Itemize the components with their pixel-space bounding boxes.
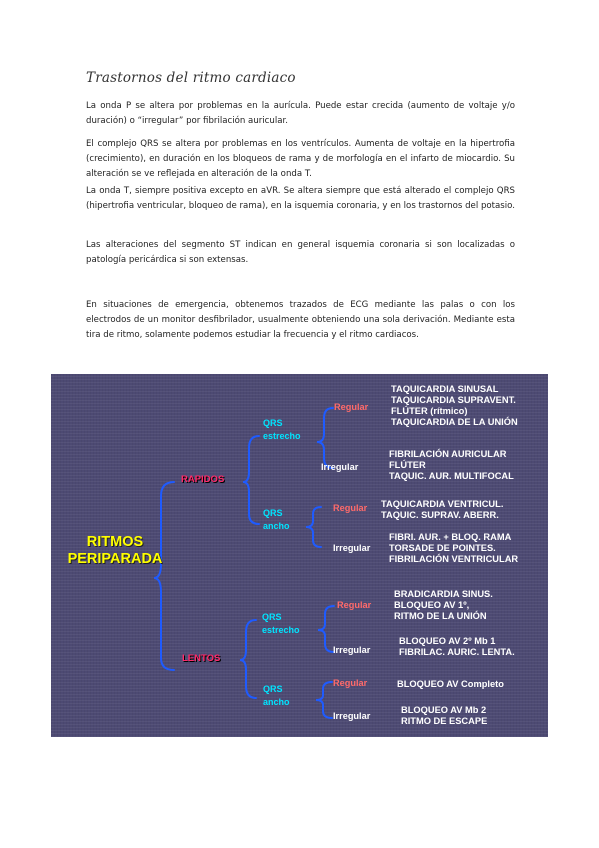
qrs-text: QRS: [263, 508, 283, 518]
brace-root: [154, 482, 174, 670]
qrs-ancho-lentos: [263, 683, 290, 709]
qrs-subtext: ancho: [263, 521, 290, 531]
group-len-est-irr: [399, 636, 515, 658]
paragraph-onda-t: La onda T, siempre positiva excepto en aVR. Se altera siempre que está alterado el complejo QRS (hipertrofia ventricular, bloqueo de rama), en la isquemia coronaria, y en los trastornos del potasio.: [86, 186, 516, 211]
irregular-len-est: Irregular: [333, 645, 371, 655]
brace-len-anc: [316, 682, 332, 718]
brace-rap-anc: [306, 507, 321, 547]
qrs-text: QRS: [263, 418, 283, 428]
paragraph-onda-p: La onda P se altera por problemas en la aurícula. Puede estar crecida (aumento de voltaje y/o duración) o “irregular” por fibrilación auricular.: [86, 101, 515, 126]
qrs-subtext: estrecho: [263, 431, 301, 441]
rhythm-item: TAQUICARDIA SUPRAVENT.: [391, 395, 516, 405]
paragraph-complejo-qrs: El complejo QRS se altera por problemas en los ventrículos. Aumenta de voltaje en la hipertrofia (crecimiento), en duración en los bloqueos de rama y de morfología en el infarto de miocardio. Su alteración se ve reflejada en alteración de la onda T.: [86, 139, 515, 179]
label-rapidos: RAPIDOS: [181, 474, 225, 485]
regular-len-est: Regular: [337, 600, 372, 610]
rhythm-item: FLÚTER: [389, 460, 426, 470]
qrs-ancho-rapidos: [263, 507, 290, 533]
brace-lentos: [240, 620, 256, 698]
rhythm-item: TAQUICARDIA DE LA UNIÓN: [391, 417, 518, 427]
group-len-anc-reg: [397, 679, 504, 690]
rhythm-item: TORSADE DE POINTES.: [389, 543, 496, 553]
brace-rap-est: [317, 408, 333, 468]
rhythm-item: BLOQUEO AV 1º,: [394, 600, 470, 610]
brace-len-est: [318, 606, 334, 652]
rhythm-item: BRADICARDIA SINUS.: [394, 589, 493, 599]
rhythm-item: TAQUICARDIA SINUSAL: [391, 384, 499, 394]
brace-rapidos: [243, 436, 259, 524]
rhythm-item: BLOQUEO AV 2º Mb 1: [399, 636, 496, 646]
root-ritmos-periparada: [67, 534, 163, 568]
group-rap-est-reg: [391, 384, 518, 428]
regular-rap-anc: Regular: [333, 503, 368, 513]
group-rap-anc-irr: [389, 532, 518, 565]
paragraph-segmento-st: Las alteraciones del segmento ST indican en general isquemia coronaria si son localizadas o patología pericárdica si son extensas.: [86, 240, 515, 265]
qrs-text: QRS: [262, 612, 282, 622]
irregular-len-anc: Irregular: [333, 711, 371, 721]
group-len-anc-irr: [401, 705, 487, 727]
rhythm-item: BLOQUEO AV Mb 2: [401, 705, 487, 715]
regular-len-anc: Regular: [333, 678, 368, 688]
rhythm-item: FIBRILACIÓN VENTRICULAR: [389, 554, 519, 564]
rhythm-item: BLOQUEO AV Completo: [397, 679, 504, 689]
group-len-est-reg: [394, 589, 493, 622]
group-rap-anc-reg: [381, 499, 503, 521]
rhythm-item: TAQUICARDIA VENTRICUL.: [381, 499, 504, 509]
irregular-rap-anc: Irregular: [333, 543, 371, 553]
rhythm-item: TAQUIC. AUR. MULTIFOCAL: [389, 471, 514, 481]
qrs-subtext: estrecho: [262, 625, 300, 635]
label-lentos: LENTOS: [182, 653, 221, 664]
root-line-1: RITMOS: [86, 534, 144, 550]
rhythm-item: RITMO DE LA UNIÓN: [394, 611, 487, 621]
root-line-2: PERIPARADA: [67, 551, 163, 567]
regular-rap-est: Regular: [334, 402, 369, 412]
irregular-rap-est: Irregular: [321, 462, 359, 472]
rhythm-item: FLÚTER (rítmico): [391, 406, 468, 416]
group-rap-est-irr: [389, 449, 514, 482]
qrs-estrecho-lentos: [262, 611, 300, 637]
qrs-subtext: ancho: [263, 697, 290, 707]
qrs-estrecho-rapidos: [263, 417, 301, 443]
page-title: Trastornos del ritmo cardiaco: [86, 70, 296, 86]
rhythm-item: FIBRILACIÓN AURICULAR: [389, 449, 507, 459]
qrs-text: QRS: [263, 684, 283, 694]
paragraph-emergencia: En situaciones de emergencia, obtenemos trazados de ECG mediante las palas o con los electrodos de un monitor desfibrilador, usualmente obteniendo una sola derivación. Mediante esta tira de ritmo, solamente podemos estudiar la frecuencia y el ritmo cardiacos.: [86, 300, 515, 340]
rhythm-item: TAQUIC. SUPRAV. ABERR.: [381, 510, 499, 520]
rhythm-tree-diagram: [51, 374, 548, 737]
rhythm-item: RITMO DE ESCAPE: [401, 716, 488, 726]
rhythm-item: FIBRILAC. AURIC. LENTA.: [399, 647, 515, 657]
rhythm-item: FIBRI. AUR. + BLOQ. RAMA: [389, 532, 512, 542]
